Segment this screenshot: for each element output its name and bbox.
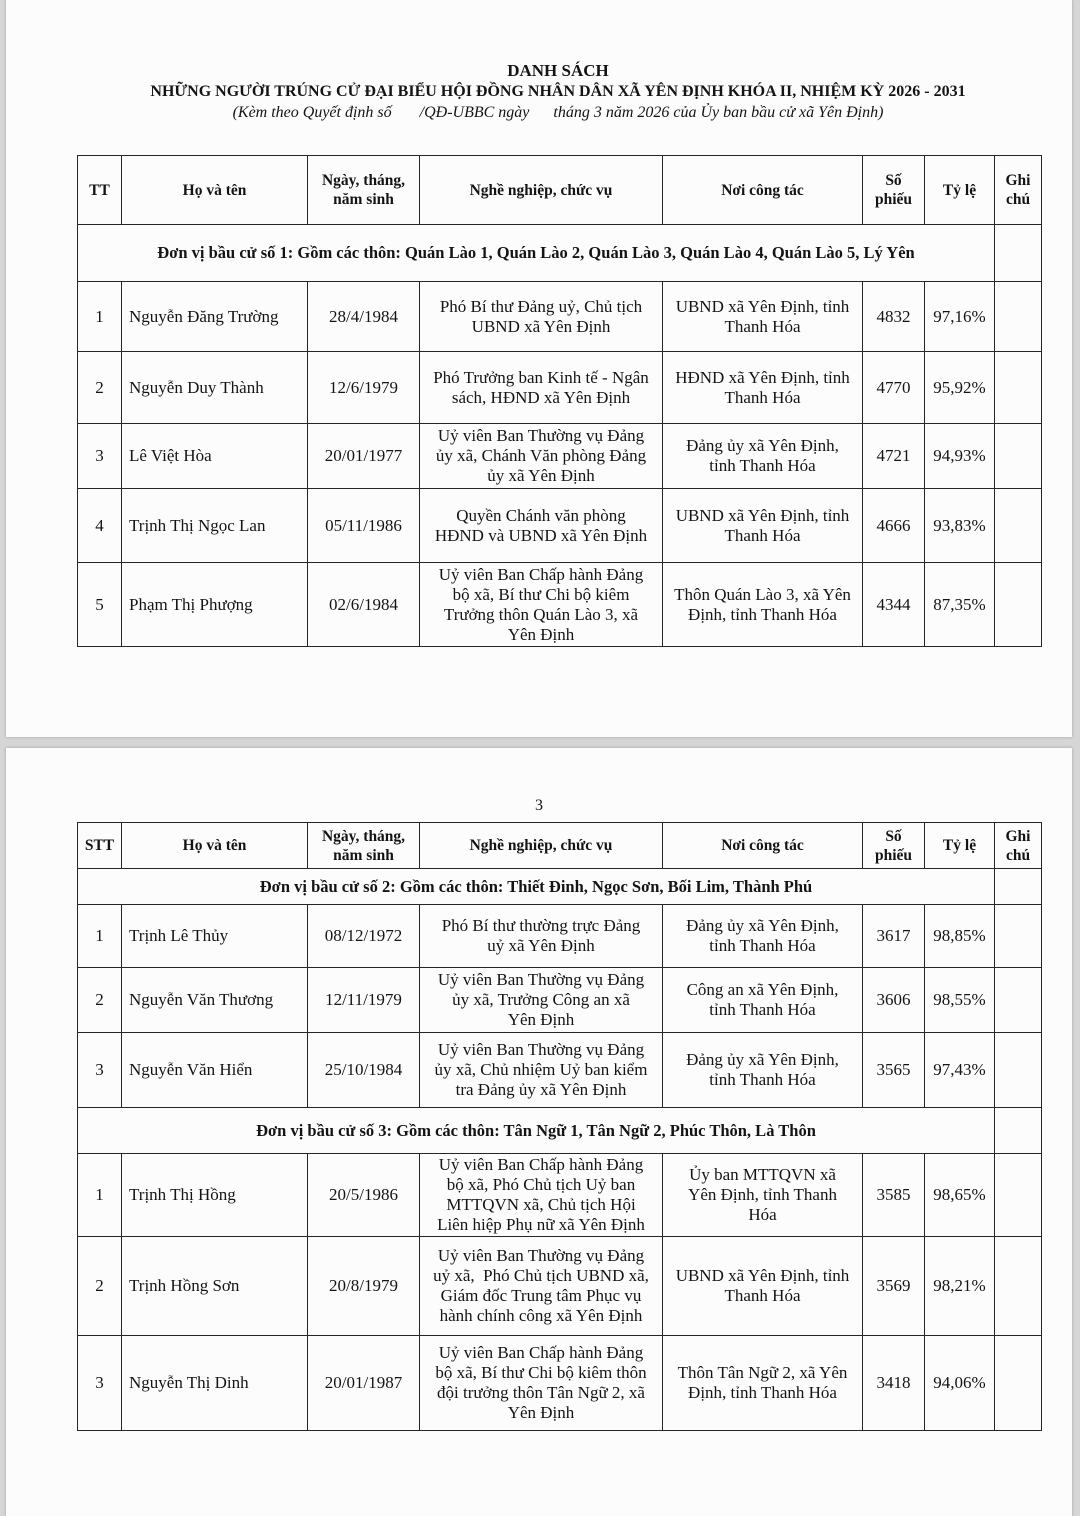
cell-note [995, 905, 1042, 968]
cell-job: Phó Bí thư Đảng uỷ, Chủ tịch UBND xã Yên Định [420, 282, 663, 352]
document-subtitle: NHỮNG NGƯỜI TRÚNG CỬ ĐẠI BIỂU HỘI ĐỒNG NHÂN DÂN XÃ YÊN ĐỊNH KHÓA II, NHIỆM KỲ 2026 - 2031 [150, 83, 966, 100]
header-workplace: Nơi công tác [663, 156, 863, 225]
cell-workplace: Thôn Tân Ngữ 2, xã Yên Định, tỉnh Thanh Hóa [663, 1336, 863, 1431]
cell-name: Phạm Thị Phượng [122, 563, 308, 647]
cell-votes: 3606 [863, 968, 925, 1033]
cell-dob: 05/11/1986 [308, 489, 420, 563]
cell-note [995, 869, 1042, 905]
cell-workplace: UBND xã Yên Định, tỉnh Thanh Hóa [663, 489, 863, 563]
cell-dob: 28/4/1984 [308, 282, 420, 352]
cell-workplace: Đảng ủy xã Yên Định, tỉnh Thanh Hóa [663, 1033, 863, 1108]
cell-name: Nguyễn Thị Dinh [122, 1336, 308, 1431]
cell-name: Nguyễn Đăng Trường [122, 282, 308, 352]
document-reference-note: (Kèm theo Quyết định số /QĐ-UBBC ngày tháng 3 năm 2026 của Ủy ban bầu cử xã Yên Định) [232, 104, 884, 121]
cell-rate: 98,55% [925, 968, 995, 1033]
cell-votes: 4832 [863, 282, 925, 352]
cell-job: Phó Trưởng ban Kinh tế - Ngân sách, HĐND xã Yên Định [420, 352, 663, 424]
cell-votes: 3565 [863, 1033, 925, 1108]
cell-job: Quyền Chánh văn phòng HĐND và UBND xã Yên Định [420, 489, 663, 563]
cell-name: Lê Việt Hòa [122, 424, 308, 489]
header-dob: Ngày, tháng, năm sinh [308, 156, 420, 225]
table-row [78, 1237, 1042, 1336]
cell-votes: 3585 [863, 1154, 925, 1237]
electoral-unit-title: Đơn vị bầu cử số 1: Gồm các thôn: Quán Lào 1, Quán Lào 2, Quán Lào 3, Quán Lào 4, Quán Lào 5, Lý Yên [78, 225, 995, 282]
cell-rate: 98,21% [925, 1237, 995, 1336]
cell-rate: 93,83% [925, 489, 995, 563]
page-2 [6, 748, 1072, 1516]
cell-dob: 02/6/1984 [308, 563, 420, 647]
table-row [78, 1033, 1042, 1108]
cell-note [995, 968, 1042, 1033]
results-table-unit-1 [77, 155, 1042, 647]
cell-rate: 97,16% [925, 282, 995, 352]
table-row [78, 905, 1042, 968]
cell-dob: 08/12/1972 [308, 905, 420, 968]
cell-votes: 4666 [863, 489, 925, 563]
cell-job: Uỷ viên Ban Thường vụ Đảng ủy xã, Trưởng Công an xã Yên Định [420, 968, 663, 1033]
cell-votes: 3418 [863, 1336, 925, 1431]
cell-votes: 4344 [863, 563, 925, 647]
cell-no: 4 [78, 489, 122, 563]
cell-votes: 4770 [863, 352, 925, 424]
cell-workplace: HĐND xã Yên Định, tỉnh Thanh Hóa [663, 352, 863, 424]
cell-job: Uỷ viên Ban Thường vụ Đảng ủy xã, Chủ nhiệm Uỷ ban kiểm tra Đảng ủy xã Yên Định [420, 1033, 663, 1108]
cell-workplace: Công an xã Yên Định, tỉnh Thanh Hóa [663, 968, 863, 1033]
cell-workplace: Thôn Quán Lào 3, xã Yên Định, tỉnh Thanh Hóa [663, 563, 863, 647]
cell-no: 3 [78, 1336, 122, 1431]
table-row [78, 489, 1042, 563]
cell-job: Uỷ viên Ban Thường vụ Đảng ủy xã, Chánh Văn phòng Đảng ủy xã Yên Định [420, 424, 663, 489]
header-no: STT [78, 823, 122, 869]
table-header-row [78, 823, 1042, 869]
header-note: Ghi chú [995, 823, 1042, 869]
document-title: DANH SÁCH [507, 61, 609, 80]
cell-note [995, 225, 1042, 282]
header-name: Họ và tên [122, 823, 308, 869]
header-dob: Ngày, tháng, năm sinh [308, 823, 420, 869]
table-row [78, 352, 1042, 424]
cell-no: 2 [78, 1237, 122, 1336]
cell-votes: 4721 [863, 424, 925, 489]
cell-no: 2 [78, 352, 122, 424]
cell-dob: 20/5/1986 [308, 1154, 420, 1237]
cell-job: Uỷ viên Ban Chấp hành Đảng bộ xã, Bí thư Chi bộ kiêm thôn đội trưởng thôn Tân Ngữ 2, xã Yên Định [420, 1336, 663, 1431]
cell-name: Nguyễn Văn Hiển [122, 1033, 308, 1108]
header-job: Nghề nghiệp, chức vụ [420, 823, 663, 869]
cell-note [995, 1033, 1042, 1108]
cell-votes: 3617 [863, 905, 925, 968]
cell-note [995, 1336, 1042, 1431]
header-rate: Tỷ lệ [925, 823, 995, 869]
cell-workplace: Đảng ủy xã Yên Định, tỉnh Thanh Hóa [663, 905, 863, 968]
cell-rate: 98,65% [925, 1154, 995, 1237]
cell-no: 3 [78, 424, 122, 489]
table-row [78, 1154, 1042, 1237]
cell-job: Phó Bí thư thường trực Đảng uỷ xã Yên Định [420, 905, 663, 968]
table-row [78, 1336, 1042, 1431]
cell-note [995, 424, 1042, 489]
header-no: TT [78, 156, 122, 225]
cell-workplace: Ủy ban MTTQVN xã Yên Định, tỉnh Thanh Hóa [663, 1154, 863, 1237]
cell-no: 1 [78, 905, 122, 968]
cell-workplace: Đảng ủy xã Yên Định, tỉnh Thanh Hóa [663, 424, 863, 489]
electoral-unit-title: Đơn vị bầu cử số 3: Gồm các thôn: Tân Ngữ 1, Tân Ngữ 2, Phúc Thôn, Là Thôn [78, 1108, 995, 1154]
cell-job: Uỷ viên Ban Thường vụ Đảng uỷ xã, Phó Chủ tịch UBND xã, Giám đốc Trung tâm Phục vụ hành chính công xã Yên Định [420, 1237, 663, 1336]
electoral-unit-title: Đơn vị bầu cử số 2: Gồm các thôn: Thiết Đinh, Ngọc Sơn, Bối Lim, Thành Phú [78, 869, 995, 905]
table-row [78, 968, 1042, 1033]
cell-name: Trịnh Thị Ngọc Lan [122, 489, 308, 563]
cell-rate: 94,06% [925, 1336, 995, 1431]
page-1 [6, 0, 1072, 737]
cell-note [995, 1237, 1042, 1336]
cell-job: Uỷ viên Ban Chấp hành Đảng bộ xã, Bí thư Chi bộ kiêm Trưởng thôn Quán Lào 3, xã Yên Định [420, 563, 663, 647]
document-heading [58, 60, 1058, 123]
cell-no: 2 [78, 968, 122, 1033]
header-rate: Tỷ lệ [925, 156, 995, 225]
cell-name: Nguyễn Văn Thương [122, 968, 308, 1033]
cell-name: Trịnh Lê Thủy [122, 905, 308, 968]
cell-dob: 20/8/1979 [308, 1237, 420, 1336]
cell-dob: 12/6/1979 [308, 352, 420, 424]
header-votes: Số phiếu [863, 823, 925, 869]
table-row [78, 563, 1042, 647]
cell-dob: 12/11/1979 [308, 968, 420, 1033]
page-number: 3 [535, 797, 543, 814]
cell-note [995, 1154, 1042, 1237]
cell-name: Nguyễn Duy Thành [122, 352, 308, 424]
cell-dob: 20/01/1977 [308, 424, 420, 489]
cell-name: Trịnh Thị Hồng [122, 1154, 308, 1237]
cell-rate: 95,92% [925, 352, 995, 424]
cell-votes: 3569 [863, 1237, 925, 1336]
electoral-unit-row [78, 225, 1042, 282]
cell-note [995, 282, 1042, 352]
cell-rate: 98,85% [925, 905, 995, 968]
cell-workplace: UBND xã Yên Định, tỉnh Thanh Hóa [663, 282, 863, 352]
cell-name: Trịnh Hồng Sơn [122, 1237, 308, 1336]
cell-job: Uỷ viên Ban Chấp hành Đảng bộ xã, Phó Chủ tịch Uỷ ban MTTQVN xã, Chủ tịch Hội Liên hiệp Phụ nữ xã Yên Định [420, 1154, 663, 1237]
cell-no: 3 [78, 1033, 122, 1108]
header-note: Ghi chú [995, 156, 1042, 225]
cell-no: 1 [78, 1154, 122, 1237]
header-votes: Số phiếu [863, 156, 925, 225]
cell-note [995, 489, 1042, 563]
cell-rate: 94,93% [925, 424, 995, 489]
electoral-unit-row [78, 1108, 1042, 1154]
header-workplace: Nơi công tác [663, 823, 863, 869]
results-table-units-2-3 [77, 822, 1042, 1431]
cell-dob: 20/01/1987 [308, 1336, 420, 1431]
cell-note [995, 563, 1042, 647]
header-name: Họ và tên [122, 156, 308, 225]
cell-no: 5 [78, 563, 122, 647]
cell-no: 1 [78, 282, 122, 352]
cell-dob: 25/10/1984 [308, 1033, 420, 1108]
header-job: Nghề nghiệp, chức vụ [420, 156, 663, 225]
table-row [78, 424, 1042, 489]
table-header-row [78, 156, 1042, 225]
table-row [78, 282, 1042, 352]
cell-rate: 87,35% [925, 563, 995, 647]
electoral-unit-row [78, 869, 1042, 905]
cell-note [995, 1108, 1042, 1154]
cell-workplace: UBND xã Yên Định, tỉnh Thanh Hóa [663, 1237, 863, 1336]
cell-note [995, 352, 1042, 424]
cell-rate: 97,43% [925, 1033, 995, 1108]
